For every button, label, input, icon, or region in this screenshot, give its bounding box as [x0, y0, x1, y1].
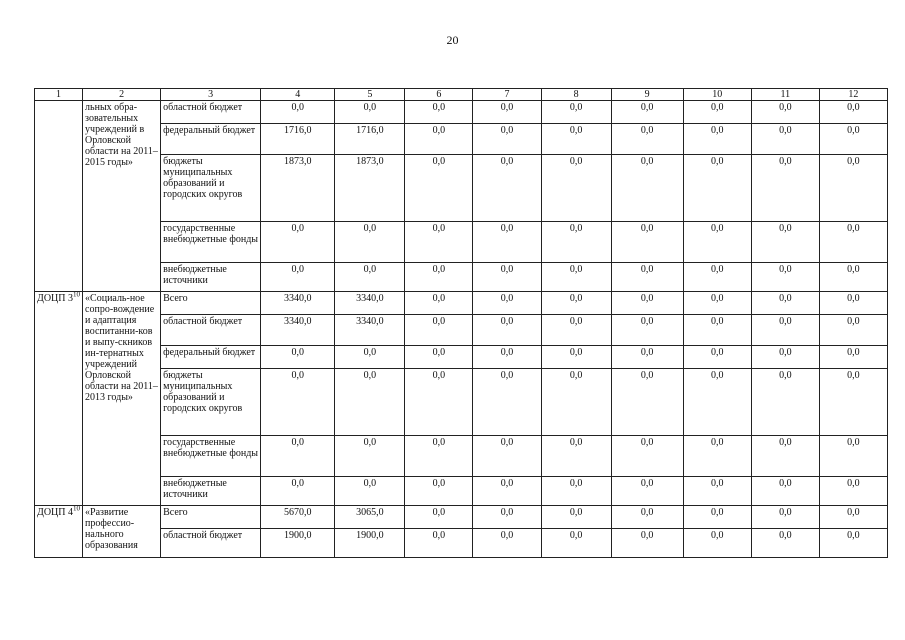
- amount-cell: 0,0: [473, 369, 541, 436]
- amount-cell: 5670,0: [261, 506, 335, 529]
- amount-cell: 0,0: [405, 346, 473, 369]
- amount-cell: 0,0: [405, 292, 473, 315]
- amount-cell: 3340,0: [261, 292, 335, 315]
- amount-cell: 0,0: [819, 124, 887, 155]
- amount-cell: 0,0: [751, 222, 819, 263]
- funding-source: бюджеты муниципальных образований и городских округов: [161, 369, 261, 436]
- amount-cell: 0,0: [473, 124, 541, 155]
- amount-cell: 0,0: [611, 436, 683, 477]
- amount-cell: 0,0: [611, 155, 683, 222]
- amount-cell: 0,0: [683, 263, 751, 292]
- amount-cell: 0,0: [473, 529, 541, 558]
- col-header: 12: [819, 89, 887, 101]
- amount-cell: 0,0: [405, 124, 473, 155]
- table-row: [35, 222, 888, 263]
- amount-cell: 0,0: [473, 101, 541, 124]
- program-code: ДОЦП $3^{10}$: [35, 292, 83, 506]
- table-row: [35, 369, 888, 436]
- col-header: 11: [751, 89, 819, 101]
- funding-source: Всего: [161, 292, 261, 315]
- amount-cell: 1873,0: [335, 155, 405, 222]
- program-code: ДОЦП $4^{10}$: [35, 506, 83, 558]
- table-row: [35, 124, 888, 155]
- amount-cell: 0,0: [751, 477, 819, 506]
- amount-cell: 0,0: [541, 222, 611, 263]
- amount-cell: 0,0: [819, 315, 887, 346]
- amount-cell: 0,0: [473, 222, 541, 263]
- amount-cell: 0,0: [683, 292, 751, 315]
- funding-source: федеральный бюджет: [161, 346, 261, 369]
- amount-cell: 0,0: [683, 369, 751, 436]
- amount-cell: 0,0: [611, 101, 683, 124]
- amount-cell: 0,0: [751, 263, 819, 292]
- amount-cell: 0,0: [473, 346, 541, 369]
- page-number: 20: [446, 33, 459, 47]
- amount-cell: 0,0: [751, 155, 819, 222]
- funding-source: внебюджетные источники: [161, 477, 261, 506]
- amount-cell: 1900,0: [261, 529, 335, 558]
- col-header: 9: [611, 89, 683, 101]
- amount-cell: 0,0: [473, 315, 541, 346]
- amount-cell: 0,0: [819, 292, 887, 315]
- table-row: [35, 292, 888, 315]
- amount-cell: 0,0: [405, 369, 473, 436]
- amount-cell: 0,0: [819, 506, 887, 529]
- amount-cell: 0,0: [473, 292, 541, 315]
- amount-cell: 0,0: [611, 222, 683, 263]
- table-row: [35, 101, 888, 124]
- amount-cell: 0,0: [541, 506, 611, 529]
- amount-cell: 0,0: [541, 346, 611, 369]
- amount-cell: 0,0: [819, 346, 887, 369]
- amount-cell: 0,0: [683, 477, 751, 506]
- funding-source: внебюджетные источники: [161, 263, 261, 292]
- amount-cell: 0,0: [541, 315, 611, 346]
- funding-source: областной бюджет: [161, 315, 261, 346]
- table-row: [35, 529, 888, 558]
- amount-cell: 0,0: [683, 155, 751, 222]
- amount-cell: 3340,0: [261, 315, 335, 346]
- table-row: [35, 477, 888, 506]
- col-header: 7: [473, 89, 541, 101]
- amount-cell: 0,0: [683, 346, 751, 369]
- amount-cell: 0,0: [261, 101, 335, 124]
- amount-cell: 0,0: [751, 346, 819, 369]
- amount-cell: 0,0: [683, 436, 751, 477]
- col-header: 3: [161, 89, 261, 101]
- amount-cell: 0,0: [611, 263, 683, 292]
- table-row: [35, 506, 888, 529]
- header-row: [35, 89, 888, 101]
- amount-cell: 0,0: [819, 222, 887, 263]
- funding-source: бюджеты муниципальных образований и городских округов: [161, 155, 261, 222]
- amount-cell: 0,0: [335, 369, 405, 436]
- amount-cell: 1716,0: [335, 124, 405, 155]
- amount-cell: 0,0: [819, 529, 887, 558]
- col-header: 5: [335, 89, 405, 101]
- amount-cell: 0,0: [819, 155, 887, 222]
- amount-cell: 0,0: [473, 477, 541, 506]
- amount-cell: 0,0: [751, 506, 819, 529]
- amount-cell: 0,0: [473, 155, 541, 222]
- amount-cell: 0,0: [683, 529, 751, 558]
- funding-source: Всего: [161, 506, 261, 529]
- amount-cell: 0,0: [261, 369, 335, 436]
- col-header: 8: [541, 89, 611, 101]
- amount-cell: 0,0: [473, 506, 541, 529]
- funding-source: областной бюджет: [161, 101, 261, 124]
- amount-cell: 0,0: [751, 529, 819, 558]
- amount-cell: 0,0: [751, 101, 819, 124]
- amount-cell: 0,0: [261, 263, 335, 292]
- amount-cell: 0,0: [335, 436, 405, 477]
- program-name: «Развитие профессио-нального образования: [83, 506, 161, 558]
- amount-cell: 0,0: [473, 263, 541, 292]
- amount-cell: 0,0: [683, 315, 751, 346]
- amount-cell: 0,0: [405, 529, 473, 558]
- amount-cell: 0,0: [611, 124, 683, 155]
- table-row: [35, 436, 888, 477]
- col-header: 4: [261, 89, 335, 101]
- amount-cell: 0,0: [751, 292, 819, 315]
- amount-cell: 0,0: [819, 436, 887, 477]
- amount-cell: 0,0: [541, 477, 611, 506]
- amount-cell: 0,0: [405, 436, 473, 477]
- amount-cell: 0,0: [683, 506, 751, 529]
- budget-table: [34, 88, 888, 558]
- amount-cell: 0,0: [541, 369, 611, 436]
- program-code: [35, 101, 83, 292]
- amount-cell: 0,0: [751, 315, 819, 346]
- amount-cell: 0,0: [541, 529, 611, 558]
- amount-cell: 0,0: [683, 124, 751, 155]
- amount-cell: 0,0: [335, 477, 405, 506]
- amount-cell: 0,0: [751, 436, 819, 477]
- table-row: [35, 315, 888, 346]
- amount-cell: 0,0: [819, 263, 887, 292]
- program-name: льных обра-зовательных учреждений в Орловской области на 2011–2015 годы»: [83, 101, 161, 292]
- col-header: 1: [35, 89, 83, 101]
- amount-cell: 0,0: [261, 436, 335, 477]
- funding-source: федеральный бюджет: [161, 124, 261, 155]
- table-row: [35, 155, 888, 222]
- amount-cell: 0,0: [541, 436, 611, 477]
- amount-cell: 0,0: [405, 263, 473, 292]
- amount-cell: 0,0: [611, 369, 683, 436]
- amount-cell: 0,0: [611, 315, 683, 346]
- amount-cell: 0,0: [261, 346, 335, 369]
- amount-cell: 0,0: [405, 222, 473, 263]
- amount-cell: 0,0: [335, 346, 405, 369]
- col-header: 10: [683, 89, 751, 101]
- amount-cell: 0,0: [405, 477, 473, 506]
- amount-cell: 0,0: [611, 506, 683, 529]
- amount-cell: 1900,0: [335, 529, 405, 558]
- program-name: «Социаль-ное сопро-вождение и адаптация воспитанни-ков и выпу-скников ин-тернатных учреждений Орловской области на 2011–2013 годы»: [83, 292, 161, 506]
- amount-cell: 3065,0: [335, 506, 405, 529]
- amount-cell: 0,0: [611, 292, 683, 315]
- amount-cell: 0,0: [405, 315, 473, 346]
- amount-cell: 0,0: [611, 346, 683, 369]
- amount-cell: 0,0: [751, 369, 819, 436]
- amount-cell: 1716,0: [261, 124, 335, 155]
- amount-cell: 0,0: [819, 477, 887, 506]
- amount-cell: 0,0: [541, 155, 611, 222]
- amount-cell: 0,0: [335, 222, 405, 263]
- amount-cell: 0,0: [819, 369, 887, 436]
- amount-cell: 0,0: [683, 101, 751, 124]
- amount-cell: 0,0: [405, 101, 473, 124]
- amount-cell: 0,0: [473, 436, 541, 477]
- amount-cell: 0,0: [261, 222, 335, 263]
- amount-cell: 0,0: [541, 292, 611, 315]
- amount-cell: 0,0: [335, 101, 405, 124]
- funding-source: областной бюджет: [161, 529, 261, 558]
- table-row: [35, 346, 888, 369]
- amount-cell: 0,0: [541, 124, 611, 155]
- amount-cell: 0,0: [405, 506, 473, 529]
- amount-cell: 0,0: [611, 529, 683, 558]
- amount-cell: 0,0: [335, 263, 405, 292]
- amount-cell: 3340,0: [335, 315, 405, 346]
- amount-cell: 0,0: [819, 101, 887, 124]
- amount-cell: 0,0: [261, 477, 335, 506]
- amount-cell: 0,0: [751, 124, 819, 155]
- amount-cell: 0,0: [541, 263, 611, 292]
- amount-cell: 0,0: [541, 101, 611, 124]
- amount-cell: 3340,0: [335, 292, 405, 315]
- amount-cell: 0,0: [405, 155, 473, 222]
- amount-cell: 0,0: [611, 477, 683, 506]
- amount-cell: 1873,0: [261, 155, 335, 222]
- col-header: 6: [405, 89, 473, 101]
- col-header: 2: [83, 89, 161, 101]
- funding-source: государственные внебюджетные фонды: [161, 436, 261, 477]
- amount-cell: 0,0: [683, 222, 751, 263]
- table-row: [35, 263, 888, 292]
- funding-source: государственные внебюджетные фонды: [161, 222, 261, 263]
